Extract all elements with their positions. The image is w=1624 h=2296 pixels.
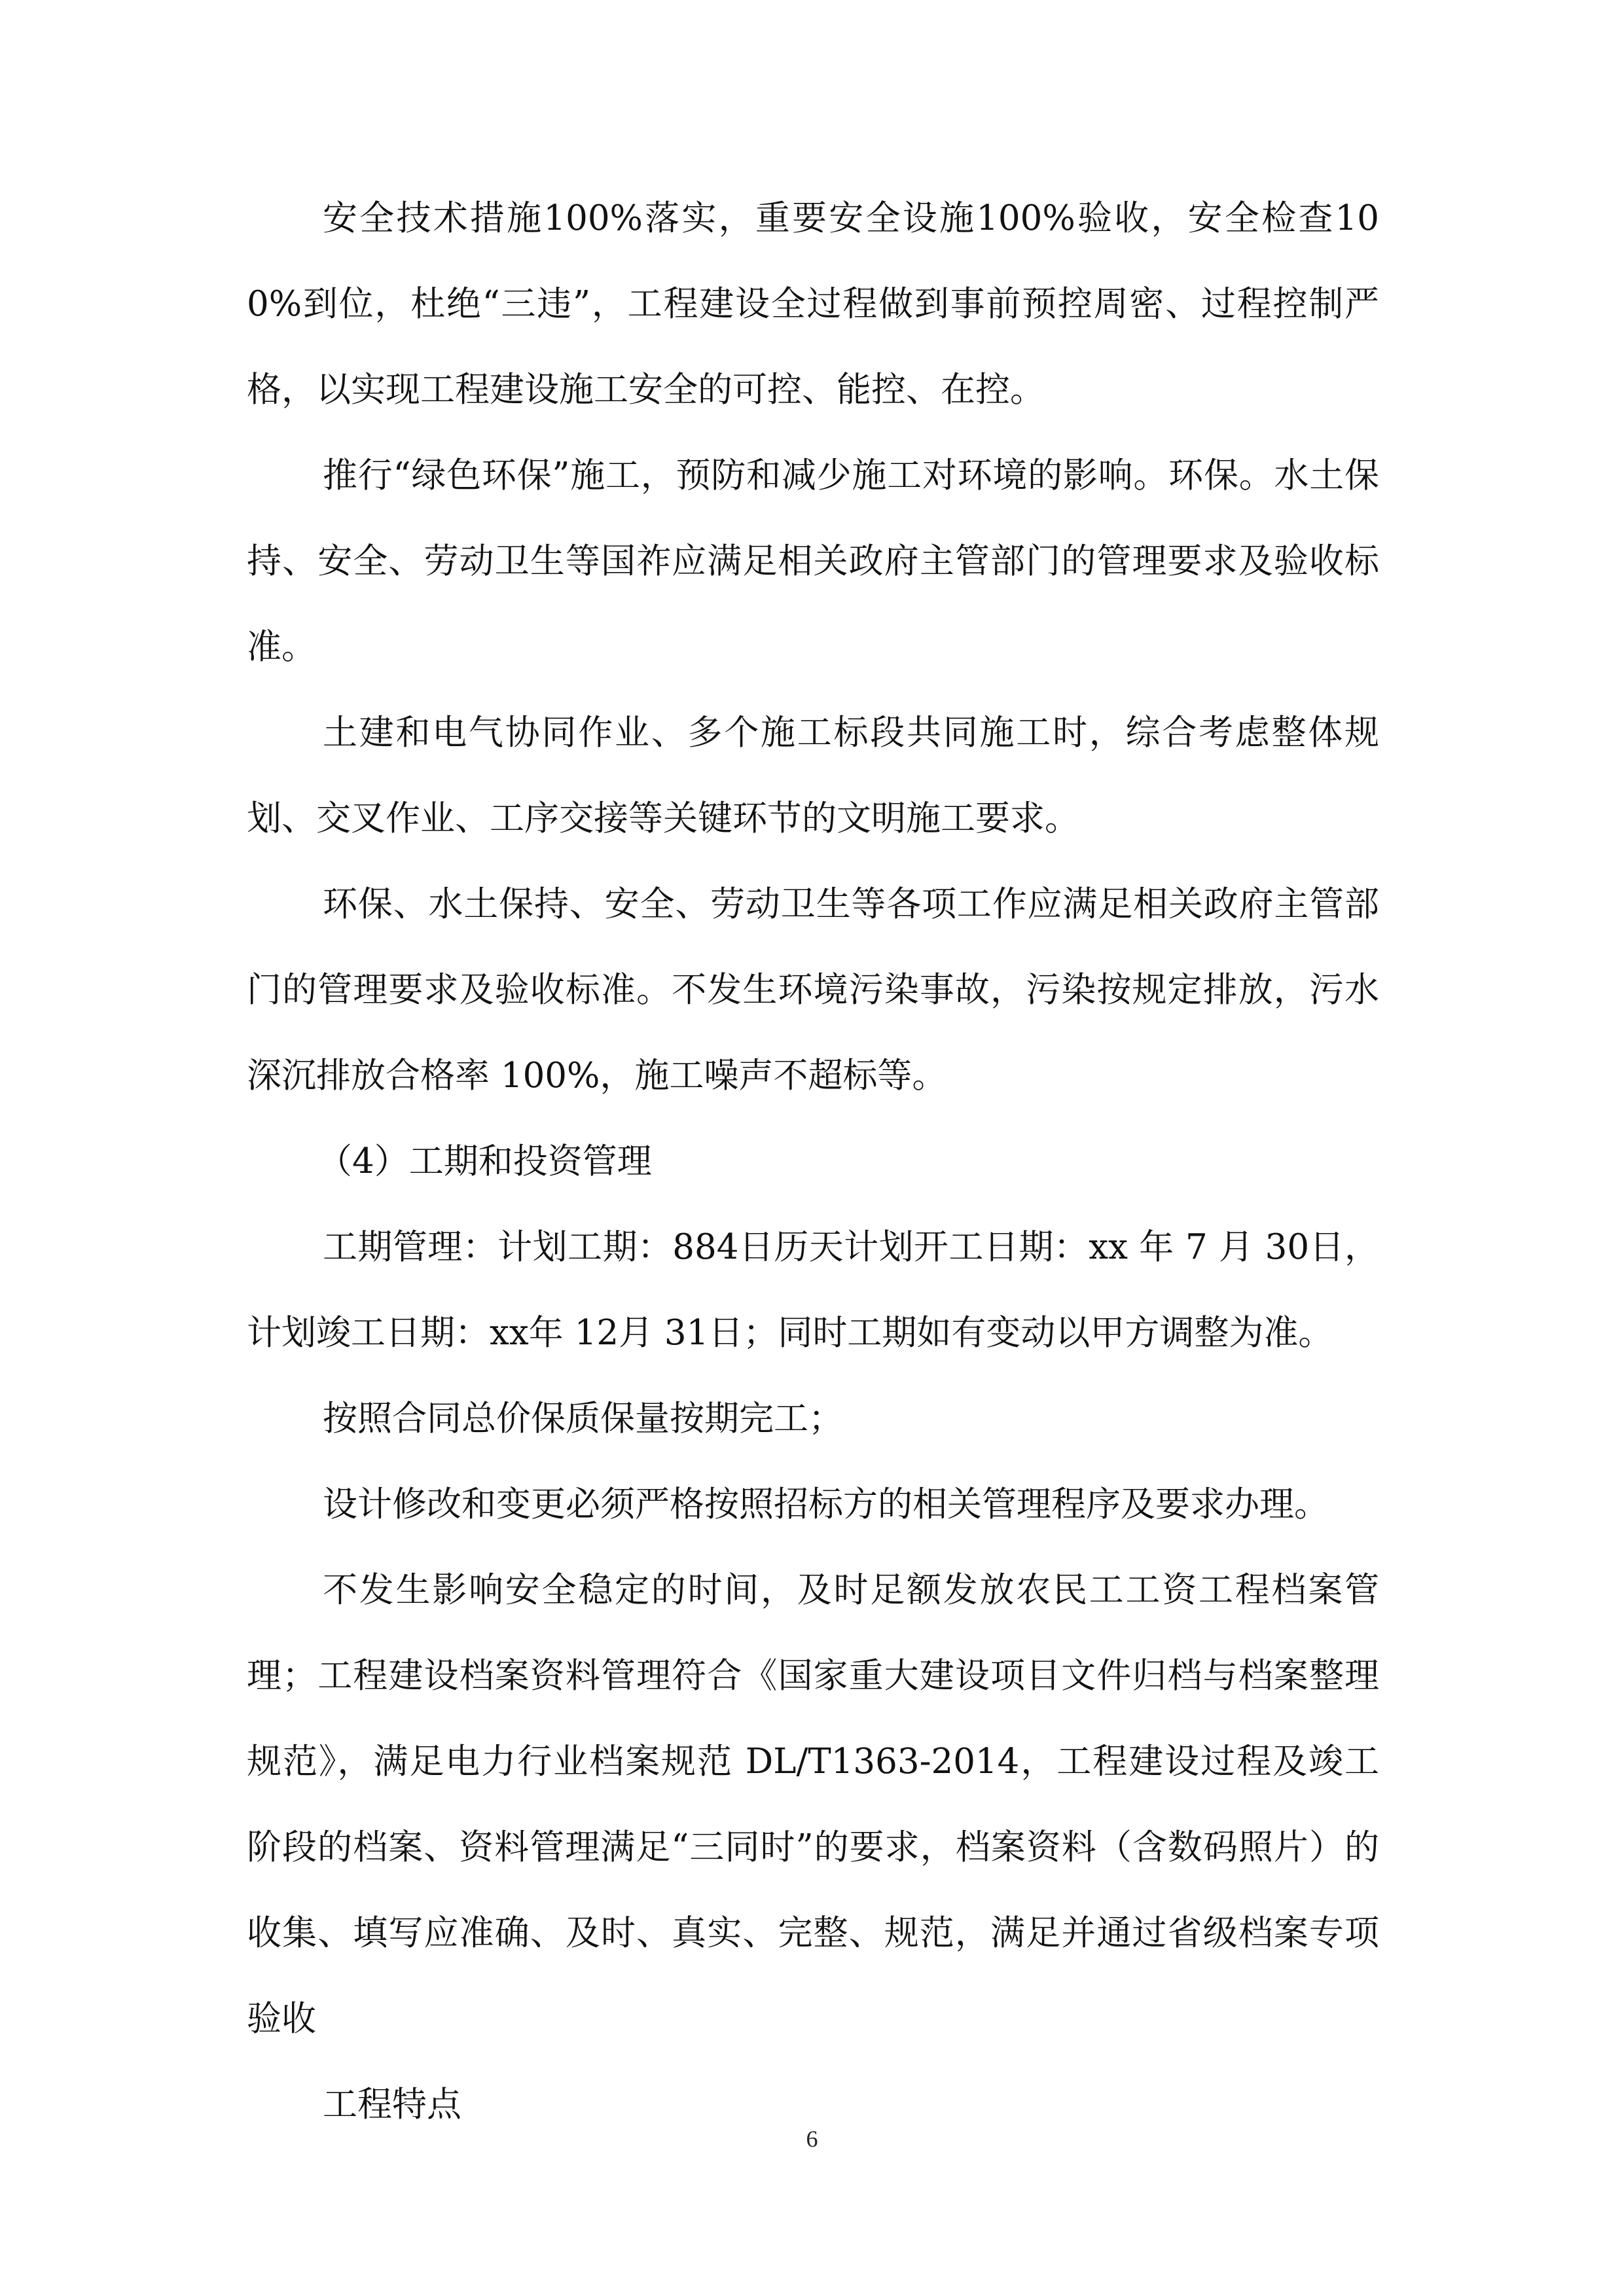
section-heading-schedule-investment: （4）工期和投资管理 [317,1141,652,1181]
paragraph-project-features: 工程特点 [323,2085,461,2125]
paragraph-design-changes: 设计修改和变更必须严格按照招标方的相关管理程序及要求办理。 [323,1484,1329,1524]
paragraph-civil-electrical-coordination: 土建和电气协同作业、多个施工标段共同施工时，综合考虑整体规划、交叉作业、工序交接等关键环节的文明施工要求。 [247,713,1379,838]
paragraph-contract-price: 按照合同总价保质保量按期完工； [323,1399,843,1439]
page-body [247,175,1379,2147]
paragraph-schedule-management: 工期管理：计划工期：884日历天计划开工日期：xx 年 7 月 30日，计划竣工日期：xx年 12月 31日；同时工期如有变动以甲方调整为准。 [247,1227,1379,1353]
paragraph-environmental-standards: 环保、水土保持、安全、劳动卫生等各项工作应满足相关政府主管部门的管理要求及验收标准。不发生环境污染事故，污染按规定排放，污水深沉排放合格率 100%，施工噪声不超标等。 [247,884,1379,1096]
paragraph-archive-management: 不发生影响安全稳定的时间，及时足额发放农民工工资工程档案管理；工程建设档案资料管理符合《国家重大建设项目文件归档与档案整理规范》，满足电力行业档案规范 DL/T1363-2014，工程建设过程及竣工阶段的档案、资料管理满足“三同时”的要求，档案资料（含数码照片）的收集、填写应准确、及时、真实、完整、规范，满足并通过省级档案专项验收 [247,1570,1379,2039]
page-number: 6 [806,2126,818,2152]
paragraph-safety-measures: 安全技术措施100%落实，重要安全设施100%验收，安全检查100%到位，杜绝“三违”，工程建设全过程做到事前预控周密、过程控制严格，以实现工程建设施工安全的可控、能控、在控。 [247,198,1379,410]
paragraph-green-construction: 推行“绿色环保”施工，预防和减少施工对环境的影响。环保。水土保持、安全、劳动卫生等国祚应满足相关政府主管部门的管理要求及验收标准。 [247,456,1379,667]
